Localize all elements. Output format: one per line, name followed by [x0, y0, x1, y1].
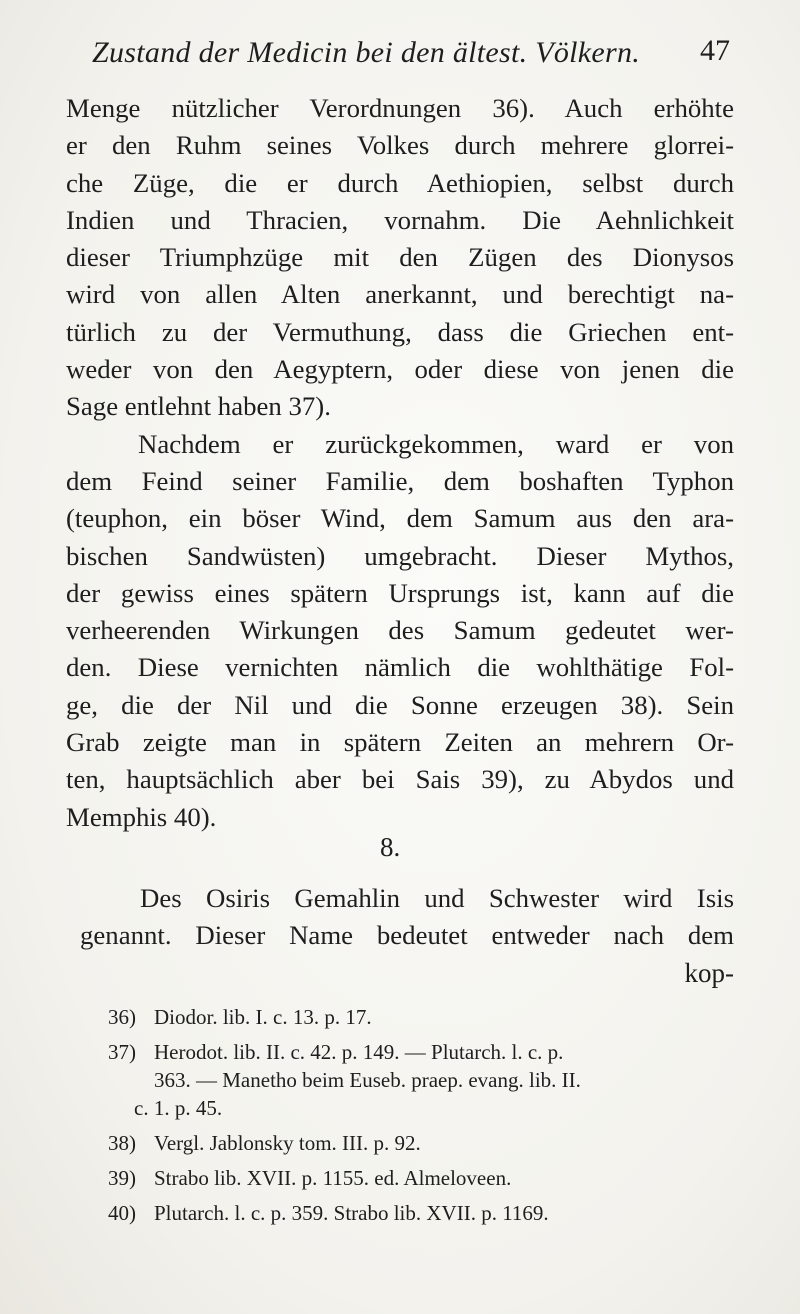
text-line: Indien und Thracien, vornahm. Die Aehnlichkeit — [66, 204, 734, 235]
footnotes — [108, 1003, 738, 1234]
footnote-text: c. 1. p. 45. — [134, 1096, 223, 1120]
text-line: che Züge, die er durch Aethiopien, selbst durch — [66, 167, 734, 198]
section-text — [80, 880, 734, 955]
footnote-text: Herodot. lib. II. c. 42. p. 149. — Plutarch. l. c. p. — [154, 1040, 564, 1064]
text-line: Memphis 40). — [66, 801, 217, 832]
text-line: wird von allen Alten anerkannt, und berechtigt na- — [66, 279, 734, 310]
text-line: dem Feind seiner Familie, dem boshaften Typhon — [66, 465, 734, 496]
footnote-text: Strabo lib. XVII. p. 1155. ed. Almeloveen. — [154, 1166, 512, 1190]
text-line: bischen Sandwüsten) umgebracht. Dieser Mythos, — [66, 540, 734, 571]
text-line: türlich zu der Vermuthung, dass die Griechen ent- — [66, 316, 734, 347]
footnote-number: 37) — [108, 1040, 136, 1064]
text-line: er den Ruhm seines Volkes durch mehrere glorrei- — [66, 130, 734, 161]
footnote-number: 39) — [108, 1166, 136, 1190]
footnote-text: 363. — Manetho beim Euseb. praep. evang. lib. II. — [154, 1068, 581, 1092]
text-line: dieser Triumphzüge mit den Zügen des Dionysos — [66, 242, 734, 273]
text-line: ten, hauptsächlich aber bei Sais 39), zu Abydos und — [66, 764, 734, 795]
text-line: Des Osiris Gemahlin und Schwester wird Isis — [140, 883, 734, 913]
page-number: 47 — [700, 34, 730, 67]
footnote — [108, 1129, 738, 1157]
footnote — [108, 1164, 738, 1192]
footnote — [108, 1199, 738, 1227]
footnote-text: Diodor. lib. I. c. 13. p. 17. — [154, 1005, 372, 1029]
text-line: Nachdem er zurückgekommen, ward er von — [138, 428, 734, 459]
footnote-number: 36) — [108, 1005, 136, 1029]
footnote-number: 38) — [108, 1131, 136, 1155]
main-text — [66, 90, 734, 836]
page-header — [92, 30, 730, 74]
footnote — [108, 1003, 738, 1031]
text-line: (teuphon, ein böser Wind, dem Samum aus den ara- — [66, 503, 734, 534]
catchword: kop- — [684, 958, 734, 988]
footnote — [108, 1038, 738, 1122]
text-line: Menge nützlicher Verordnungen 36). Auch erhöhte — [66, 93, 734, 123]
text-line: genannt. Dieser Name bedeutet entweder nach dem — [80, 920, 734, 951]
text-line: ge, die der Nil und die Sonne erzeugen 38). Sein — [66, 689, 734, 720]
text-line: Sage entlehnt haben 37). — [66, 391, 331, 422]
section-number: 8. — [380, 832, 401, 862]
text-line: Grab zeigte man in spätern Zeiten an mehrern Or- — [66, 727, 734, 758]
text-line: weder von den Aegyptern, oder diese von jenen die — [66, 354, 734, 385]
text-line: verheerenden Wirkungen des Samum gedeutet wer- — [66, 615, 734, 646]
footnote-text: Plutarch. l. c. p. 359. Strabo lib. XVII. p. 1169. — [154, 1201, 549, 1225]
running-title: Zustand der Medicin bei den ältest. Völkern. — [92, 36, 641, 69]
text-line: den. Diese vernichten nämlich die wohlthätige Fol- — [66, 652, 734, 683]
footnote-number: 40) — [108, 1201, 136, 1225]
text-line: der gewiss eines spätern Ursprungs ist, kann auf die — [66, 577, 734, 608]
footnote-text: Vergl. Jablonsky tom. III. p. 92. — [154, 1131, 421, 1155]
